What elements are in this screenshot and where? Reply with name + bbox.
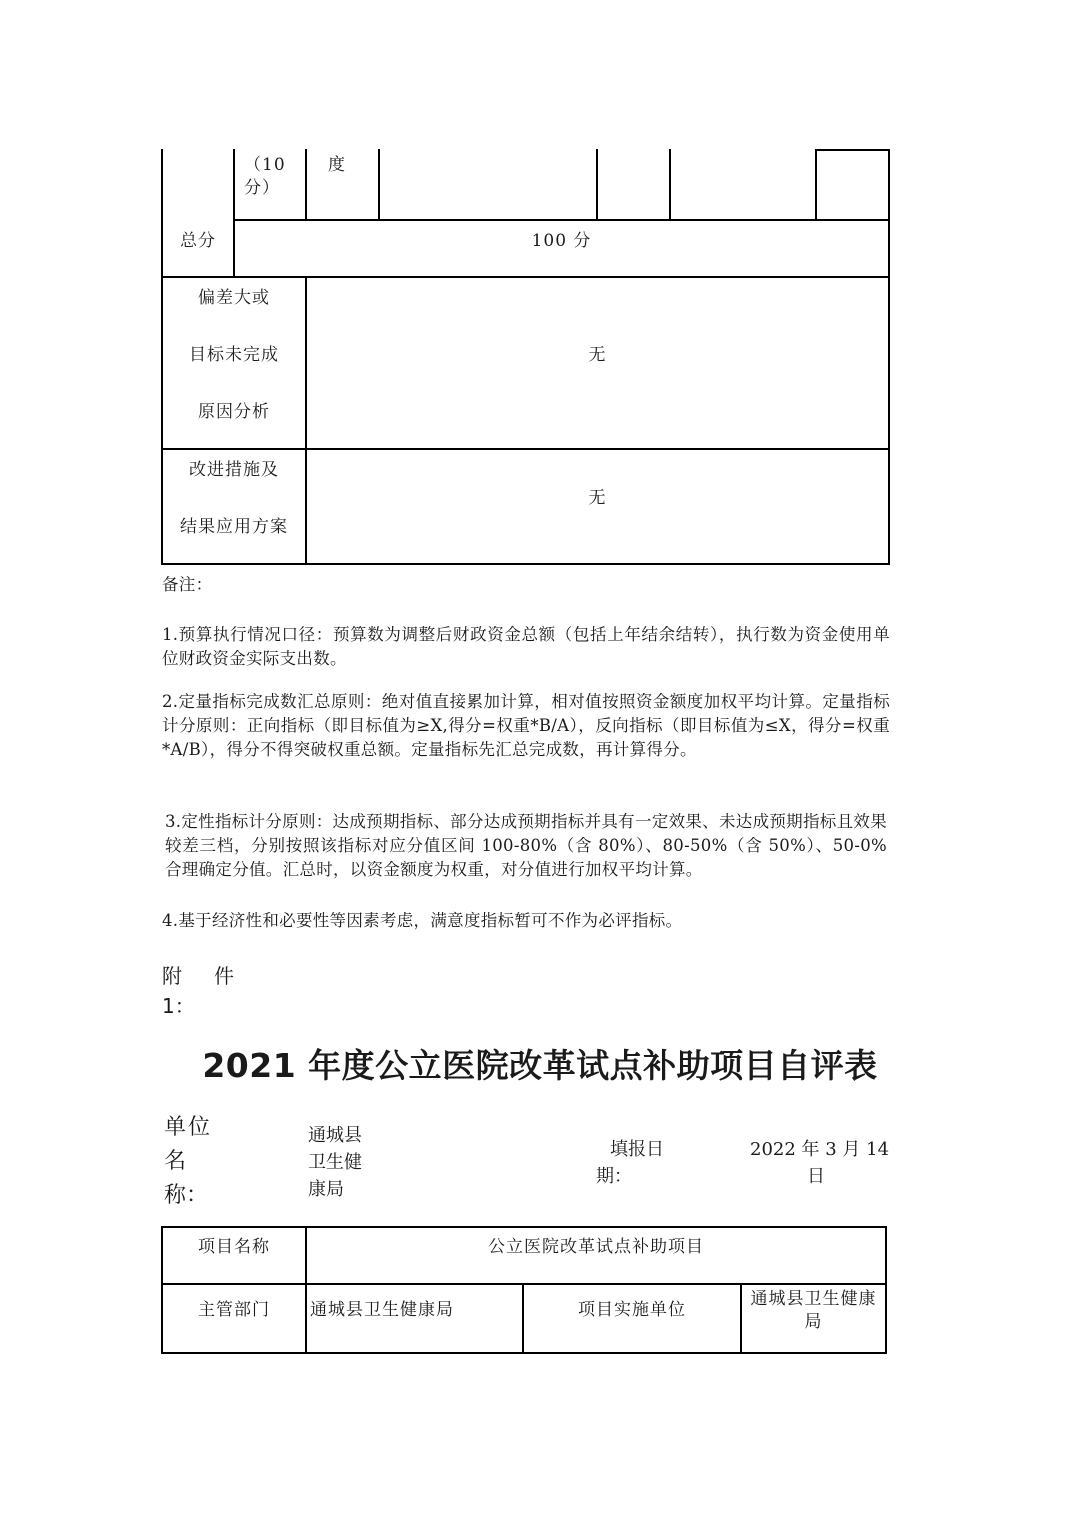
date-value-line2: 日	[807, 1166, 825, 1187]
note-item-2: 2.定量指标完成数汇总原则：绝对值直接累加计算，相对值按照资金额度加权平均计算。定量指标计分原则：正向指标（即目标值为≥X,得分=权重*B/A），反向指标（即目标值为≤X，得分=权重*A/B），得分不得突破权重总额。定量指标先汇总完成数，再计算得分。	[162, 692, 890, 759]
note-item-4: 4.基于经济性和必要性等因素考虑，满意度指标暂可不作为必评指标。	[162, 911, 683, 930]
impl-value-line2: 局	[804, 1312, 823, 1332]
unit-value-line1: 通城县	[308, 1125, 362, 1146]
unit-label-line2: 名	[164, 1149, 187, 1174]
total-label: 总分	[180, 231, 216, 251]
date-value-line1: 2022 年 3 月 14	[750, 1139, 890, 1160]
deviation-label-line1: 偏差大或	[198, 288, 270, 308]
impl-value-line1: 通城县卫生健康	[750, 1289, 877, 1309]
attachment-label-line2: 1：	[162, 994, 195, 1018]
weight-cell: （10 分）	[244, 155, 286, 198]
deviation-label-line3: 原因分析	[198, 402, 270, 422]
unit-value-line3: 康局	[308, 1179, 344, 1200]
improve-value: 无	[588, 488, 607, 508]
improve-label-line1: 改进措施及	[189, 460, 279, 480]
total-value: 100 分	[531, 231, 592, 251]
unit-label-line1: 单位	[164, 1115, 213, 1140]
note-item-1: 1.预算执行情况口径：预算数为调整后财政资金总额（包括上年结余结转），执行数为资金使用单位财政资金实际支出数。	[162, 625, 890, 668]
improve-label-line2: 结果应用方案	[180, 517, 288, 537]
date-label-line2: 期：	[596, 1166, 632, 1187]
unit-label-line3: 称：	[164, 1183, 209, 1208]
notes-heading: 备注：	[162, 575, 213, 594]
deviation-label-line2: 目标未完成	[189, 345, 279, 365]
dept-value: 通城县卫生健康局	[310, 1300, 454, 1320]
dept-label: 主管部门	[198, 1300, 270, 1320]
form-title: 2021 年度公立医院改革试点补助项目自评表	[202, 1046, 878, 1085]
impl-label: 项目实施单位	[578, 1300, 686, 1320]
date-label-line1: 填报日	[610, 1139, 664, 1160]
note-item-3: 3.定性指标计分原则：达成预期指标、部分达成预期指标并具有一定效果、未达成预期指标且效果较差三档，分别按照该指标对应分值区间 100-80%（含 80%）、80-50%（含 50%）、50-0%合理确定分值。汇总时，以资金额度为权重，对分值进行加权平均计算。	[165, 812, 887, 879]
project-name-value: 公立医院改革试点补助项目	[488, 1237, 704, 1257]
attachment-label-line1: 附 件	[162, 964, 240, 988]
unit-value-line2: 卫生健	[308, 1152, 362, 1173]
project-name-label: 项目名称	[198, 1237, 270, 1257]
deviation-value: 无	[588, 345, 607, 365]
indicator-cell: 度	[328, 155, 346, 175]
